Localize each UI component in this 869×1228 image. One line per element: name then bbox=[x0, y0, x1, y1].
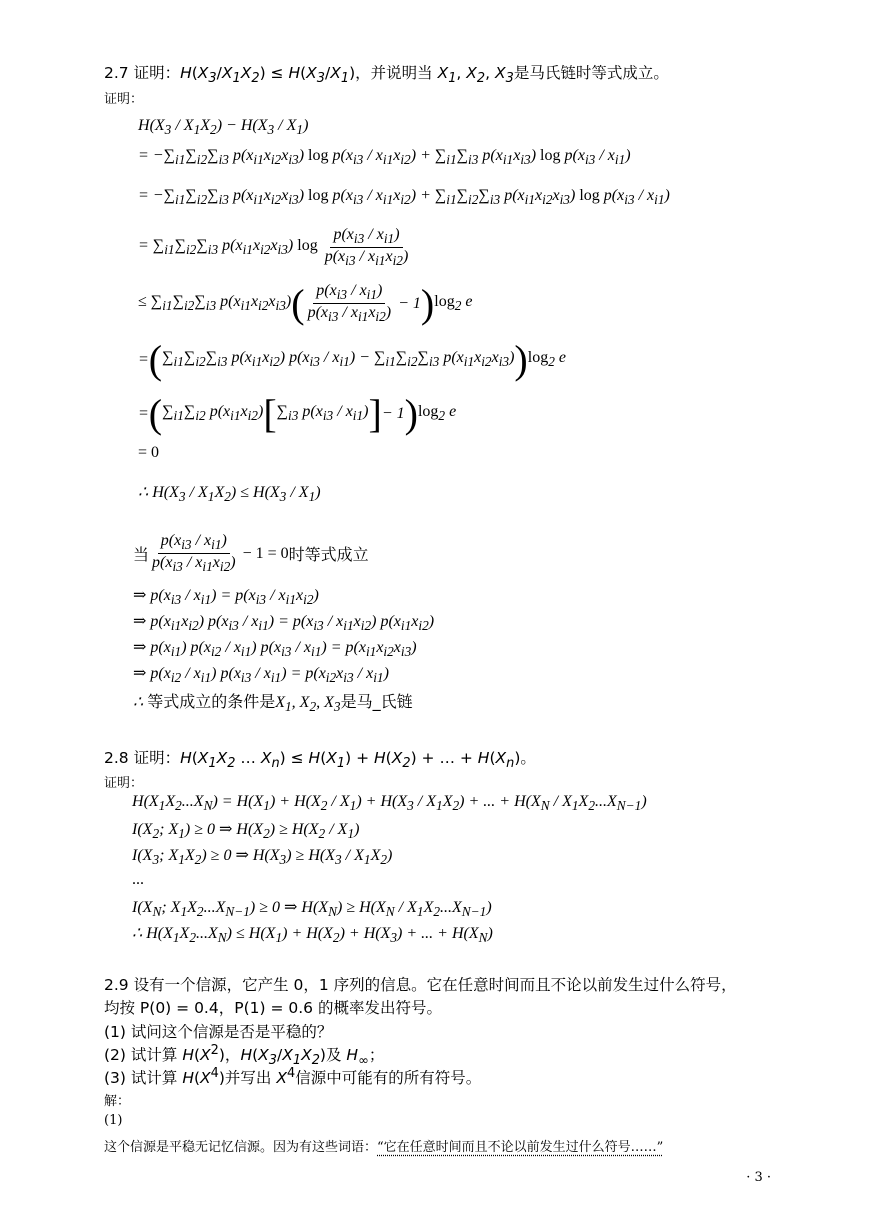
question-item: (3) 试计算 $H(X^4)$并写出 $X^4$信源中可能有的所有符号。 bbox=[104, 1066, 482, 1088]
problem-2-7-heading: 2.7 证明：$H(X_3/X_1X_2) \le H(X_3/X_1)$，并说明当 $X_1$, $X_2$, $X_3$是马氏链时等式成立。 bbox=[104, 64, 669, 87]
equation-line: = $-\sum_{i1}\sum_{i2}\sum_{i3}$ $p(x_{i1}x_{i2}x_{i3})$ $\log p(x_{i3} / x_{i1}x_{i2}) + \sum_{i1}\sum_{i2}\sum_{i3}$ $p(x_{i1}x_{i2}x_{i3})$ $\log p(x_{i3} / x_{i1})$ bbox=[138, 187, 670, 208]
equation-line: = 0 bbox=[138, 444, 160, 461]
equation-line: ∴ 等式成立的条件是$X_1$, $X_2$, $X_3$是马_氏链 bbox=[133, 692, 413, 715]
part-label: (1) bbox=[104, 1113, 123, 1128]
answer-text bbox=[104, 1136, 663, 1155]
equation-line: $I(X_N$; $X_1X_2...X_{N-1}) \ge 0$ ⇒ $H(X_N) \ge H(X_N / X_1X_2...X_{N-1})$ bbox=[132, 899, 492, 920]
equation-line: ⇒ $p(x_{i1}x_{i2})$ $p(x_{i3} / x_{i1}) = p(x_{i3} / x_{i1}x_{i2})$ $p(x_{i1}x_{i2})$ bbox=[133, 613, 435, 634]
equation-line: $H(X_3 / X_1X_2) - H(X_3 / X_1)$ bbox=[138, 117, 309, 138]
solution-label: 解： bbox=[104, 1094, 131, 1109]
page-number: · 3 · bbox=[746, 1170, 771, 1185]
equation-line: ∴ $H(X_3 / X_1X_2) \le H(X_3 / X_1)$ bbox=[138, 484, 321, 505]
equation-line: = ( $\sum_{i1}\sum_{i2}\sum_{i3}$ $p(x_{i1}x_{i2})$ $p(x_{i3} / x_{i1}) - \sum_{i1}\sum_{i2}\sum_{i3}$ $p(x_{i1}x_{i2}x_{i3})$ ) $\log_2 e$ bbox=[138, 337, 566, 382]
equation-line: $I(X_3$; $X_1X_2) \ge 0$ ⇒ $H(X_3) \ge H(X_3 / X_1X_2)$ bbox=[132, 847, 393, 868]
problem-2-8-heading: 2.8 证明：$H(X_1X_2$ … $X_n) \le H(X_1) + H(X_2)$ + … + $H(X_n)$。 bbox=[104, 749, 536, 772]
equation-line: $H(X_1X_2...X_N) = H(X_1) + H(X_2 / X_1) + H(X_3 / X_1X_2)$ + ... + $H(X_N / X_1X_2...X_{N-1})$ bbox=[132, 793, 647, 814]
equation-line: ⇒ $p(x_{i2} / x_{i1})$ $p(x_{i3} / x_{i1}) = p(x_{i2}x_{i3} / x_{i1})$ bbox=[133, 665, 389, 686]
answer-prefix: 这个信源是平稳无记忆信源。因为有这些词语： bbox=[104, 1140, 378, 1155]
question-item: (2) 试计算 $H(X^2)$，$H(X_3/X_1X_2)$及 $H_\infty$； bbox=[104, 1043, 385, 1069]
equation-line: ≤ $\sum_{i1}\sum_{i2}\sum_{i3}$ $p(x_{i1}x_{i2}x_{i3})$ ( $p(x_{i3} / x_{i1})$ $p(x_{i3} / x_{i1}x_{i2})$ − 1 ) $\log_2 e$ bbox=[138, 280, 473, 326]
proof-label: 证明： bbox=[104, 776, 144, 791]
equation-line: ⇒ $p(x_{i1})$ $p(x_{i2} / x_{i1})$ $p(x_{i3} / x_{i1}) = p(x_{i1}x_{i2}x_{i3})$ bbox=[133, 639, 417, 660]
equation-line: ⇒ $p(x_{i3} / x_{i1}) = p(x_{i3} / x_{i1}x_{i2})$ bbox=[133, 587, 319, 608]
problem-2-9-heading-cont: 均按 P(0) = 0.4，P(1) = 0.6 的概率发出符号。 bbox=[104, 999, 442, 1017]
answer-quote: “它在任意时间而且不论以前发生过什么符号……” bbox=[377, 1140, 664, 1155]
equation-line: = $-\sum_{i1}\sum_{i2}\sum_{i3}$ $p(x_{i1}x_{i2}x_{i3})$ $\log p(x_{i3} / x_{i1}x_{i2}) + \sum_{i1}\sum_{i3}$ $p(x_{i1}x_{i3})$ $\log p(x_{i3} / x_{i1})$ bbox=[138, 147, 631, 168]
equation-line: 当 $p(x_{i3} / x_{i1})$ $p(x_{i3} / x_{i1}x_{i2})$ − 1 = 0 时等式成立 bbox=[133, 532, 369, 575]
equation-line: = ( $\sum_{i1}\sum_{i2}$ $p(x_{i1}x_{i2})$ [ $\sum_{i3}$ $p(x_{i3} / x_{i1})$ ] − 1 ) $\log_2 e$ bbox=[138, 391, 457, 436]
equation-line: $I(X_2$; $X_1) \ge 0$ ⇒ $H(X_2) \ge H(X_2 / X_1)$ bbox=[132, 821, 360, 842]
problem-2-9-heading: 2.9 设有一个信源，它产生 0，1 序列的信息。它在任意时间而且不论以前发生过什么符号， bbox=[104, 976, 737, 994]
question-item: (1) 试问这个信源是否是平稳的？ bbox=[104, 1023, 333, 1041]
proof-label: 证明： bbox=[104, 92, 144, 107]
equation-line: ∴ $H(X_1X_2...X_N) \le H(X_1) + H(X_2) + H(X_3)$ + ... + $H(X_N)$ bbox=[132, 925, 493, 946]
equation-line: ... bbox=[132, 871, 144, 888]
equation-line: = $\sum_{i1}\sum_{i2}\sum_{i3}$ $p(x_{i1}x_{i2}x_{i3})$ log $p(x_{i3} / x_{i1})$ $p(x_{i3} / x_{i1}x_{i2})$ bbox=[138, 226, 409, 269]
